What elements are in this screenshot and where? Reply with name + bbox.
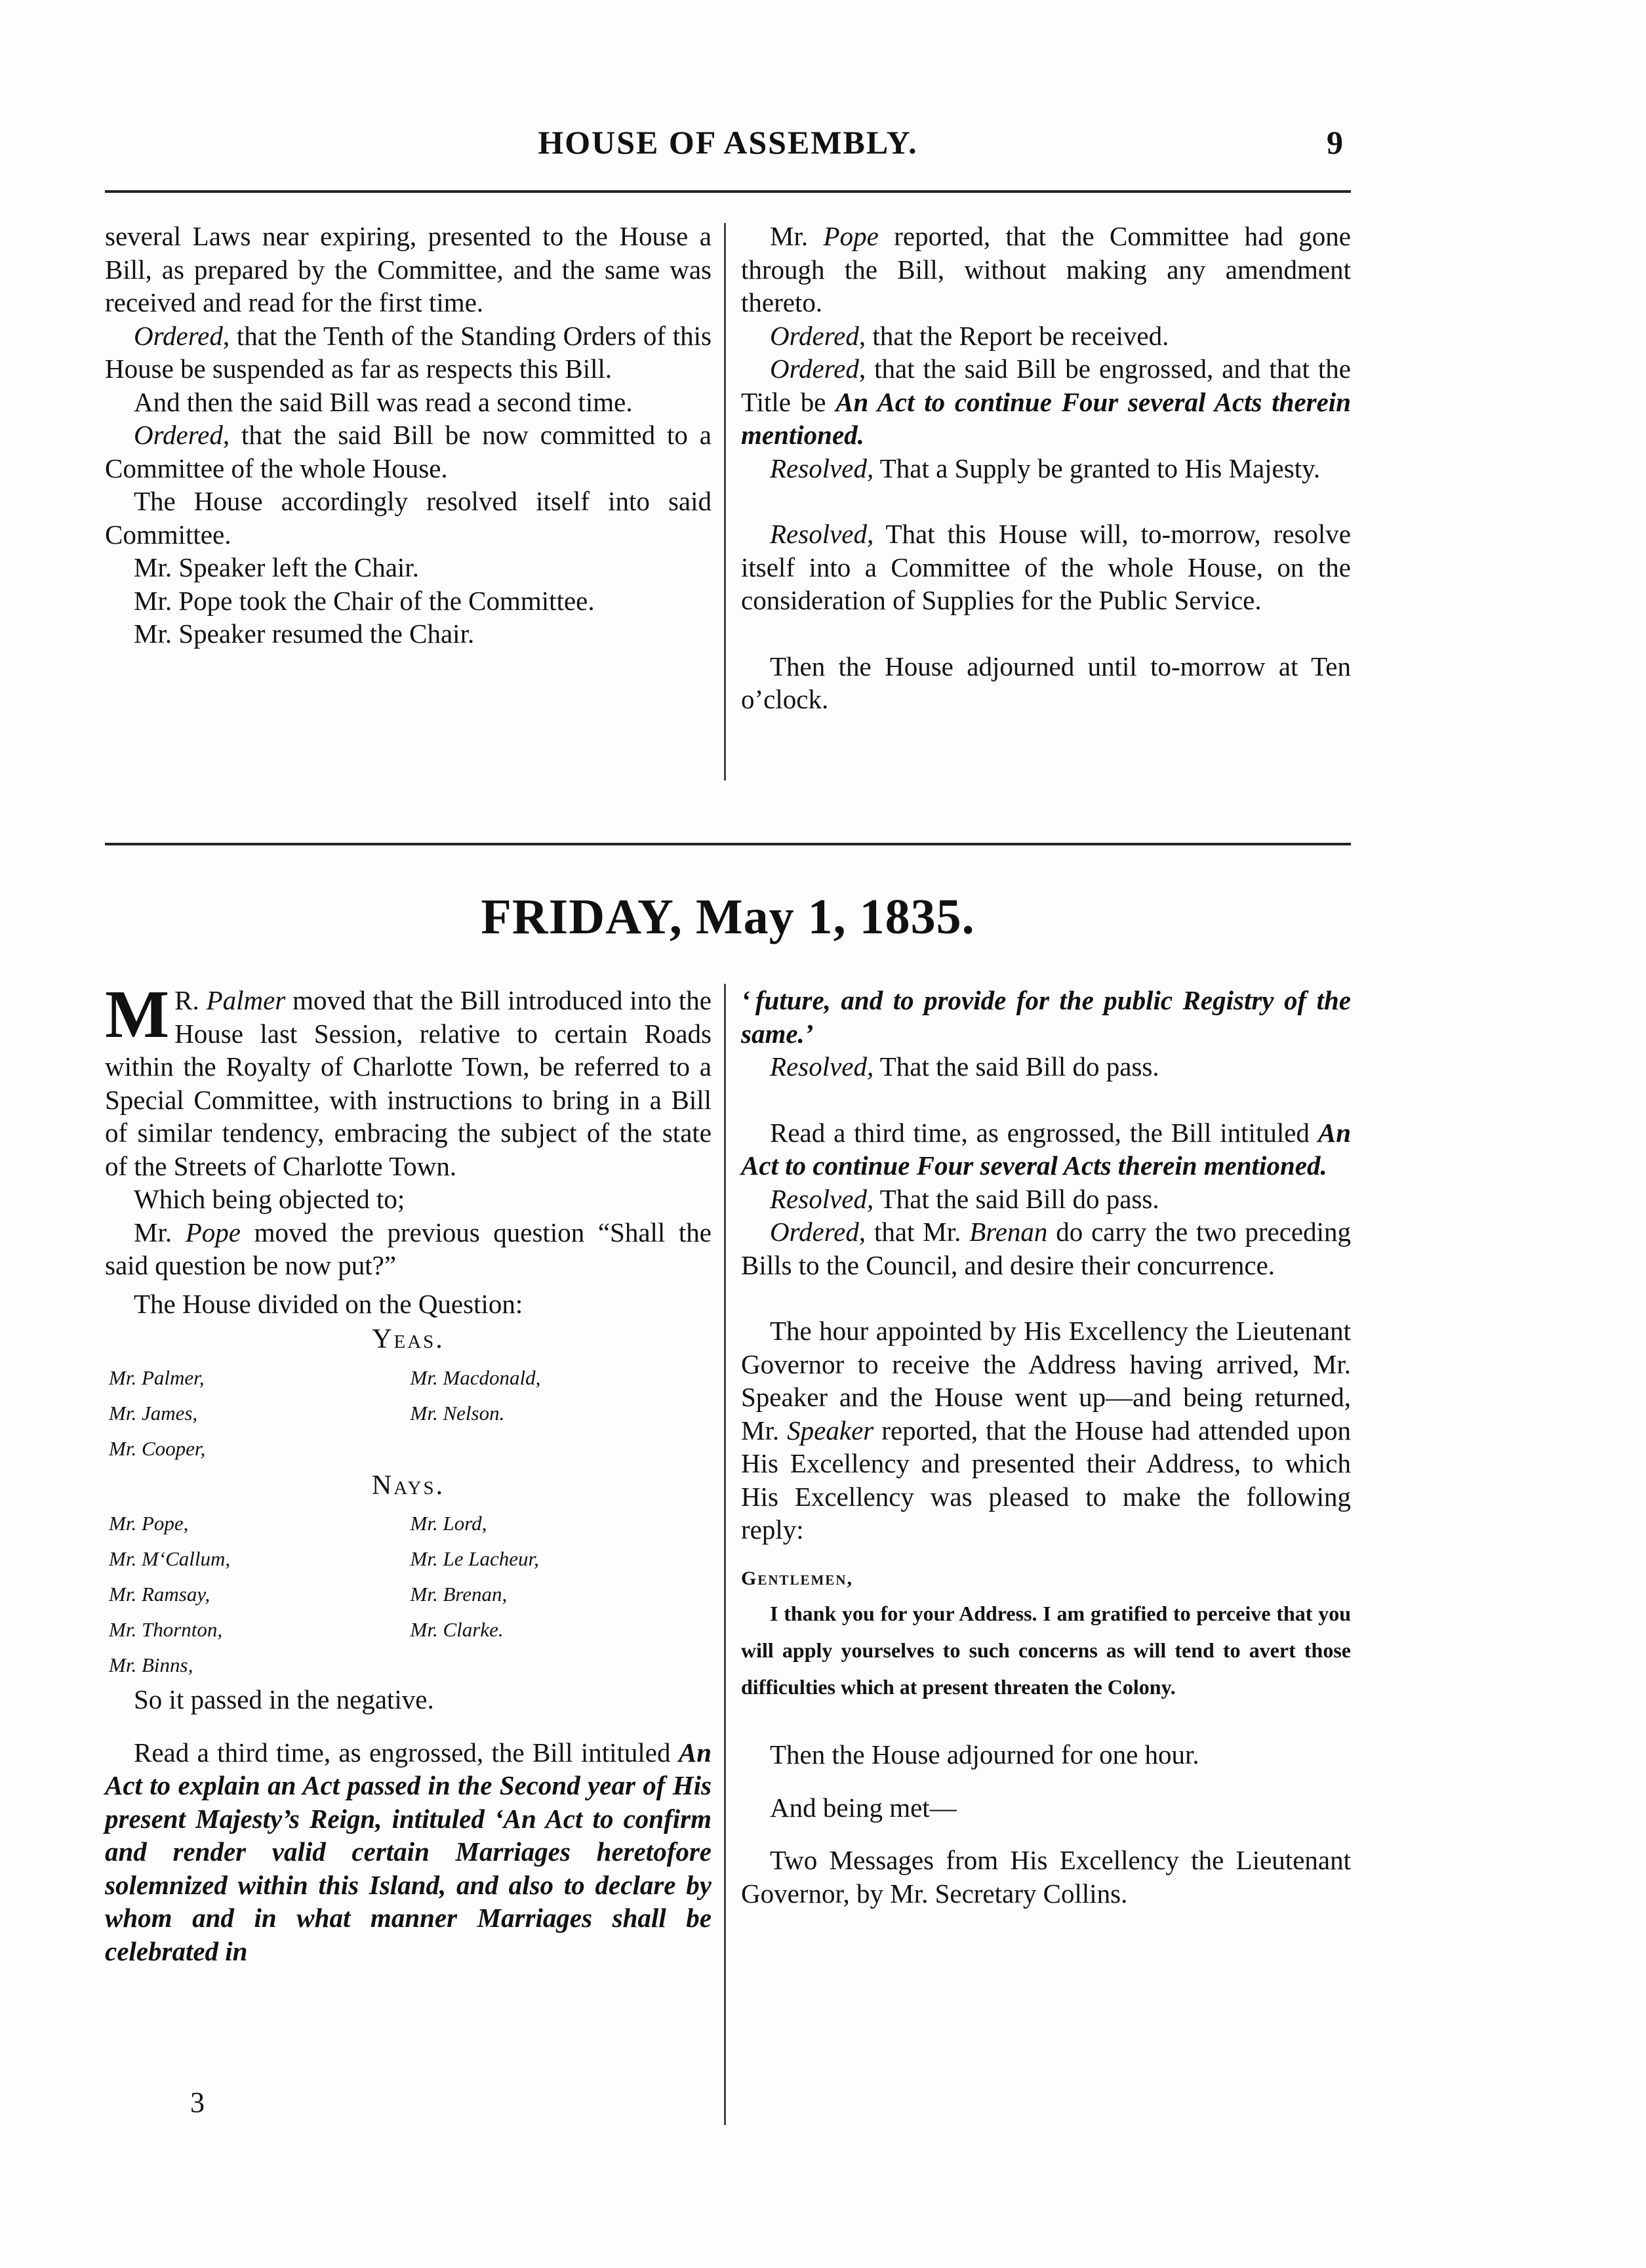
member-name: Mr. Lord,	[410, 1512, 487, 1535]
paragraph: Resolved, That the said Bill do pass.	[770, 1051, 1159, 1082]
paragraph: Mr. Pope took the Chair of the Committee.	[134, 585, 595, 616]
member-name: Mr. Brenan,	[410, 1583, 508, 1606]
nays-list	[105, 1506, 712, 1683]
paragraph: Read a third time, as engrossed, the Bill intituled An Act to explain an Act passed in the Second year of His present Majesty’s Reign, intituled ‘An Act to confirm and render valid certain Marriages heretofore solemnized within this Island, and also to declare by whom and in what manner Marriages shall be celebrated in	[105, 1737, 712, 1966]
page-number: 9	[1327, 124, 1343, 161]
member-name: Mr. M‘Callum,	[109, 1547, 231, 1570]
paragraph: So it passed in the negative.	[134, 1684, 434, 1714]
paragraph: Resolved, That the said Bill do pass.	[770, 1183, 1159, 1214]
paragraph: The hour appointed by His Excellency the Lieutenant Governor to receive the Address having arrived, Mr. Speaker and the House went up—and being returned, Mr. Speaker reported, that the House had attended upon His Excellency and presented their Address, to which His Excellency was pleased to make the following reply:	[741, 1316, 1351, 1545]
paragraph: Mr. Speaker resumed the Chair.	[134, 618, 475, 649]
paragraph: Ordered, that the said Bill be engrossed, and that the Title be An Act to continue Four several Acts therein mentioned.	[741, 354, 1351, 450]
yeas-heading: Yeas.	[372, 1324, 445, 1354]
paragraph: Which being objected to;	[134, 1184, 405, 1214]
header-rule	[105, 190, 1351, 193]
member-name: Mr. Clarke.	[410, 1618, 504, 1641]
reply-text: I thank you for your Address. I am gratified to perceive that you will apply yourselves to such concerns as will tend to avert those difficulties which at present threaten the Colony.	[741, 1602, 1351, 1699]
running-title: HOUSE OF ASSEMBLY.	[538, 124, 918, 161]
paragraph: Ordered, that Mr. Brenan do carry the two preceding Bills to the Council, and desire their concurrence.	[741, 1217, 1352, 1280]
paragraph: Then the House adjourned for one hour.	[770, 1739, 1199, 1770]
member-name: Mr. Pope,	[109, 1512, 189, 1535]
reply-salutation: Gentlemen,	[741, 1567, 854, 1589]
paragraph: The House divided on the Question:	[134, 1288, 523, 1319]
day-heading: FRIDAY, May 1, 1835.	[481, 889, 975, 944]
top-right-column	[741, 220, 1351, 716]
paragraph: Ordered, that the said Bill be now committed to a Committee of the whole House.	[105, 420, 712, 483]
member-name: Mr. Le Lacheur,	[410, 1547, 539, 1570]
yeas-list	[105, 1360, 712, 1467]
member-name: Mr. Ramsay,	[109, 1583, 211, 1606]
paragraph: And being met—	[770, 1792, 957, 1823]
paragraph: Ordered, that the Report be received.	[770, 320, 1169, 351]
member-name: Mr. Cooper,	[109, 1436, 206, 1460]
member-name: Mr. Macdonald,	[410, 1366, 541, 1389]
paragraph: ‘ future, and to provide for the public Registry of the same.’	[741, 984, 1351, 1050]
member-name: Mr. Binns,	[109, 1653, 193, 1676]
nays-heading: Nays.	[371, 1470, 445, 1501]
drop-cap: M	[105, 977, 170, 1052]
paragraph: M R. Palmer moved that the Bill introduced into the House last Session, relative to certain Roads within the Royalty of Charlotte Town, be referred to a Special Committee, with instructions to bring in a Bill of similar tendency, embracing the subject of the state of the Streets of Charlotte Town.	[105, 977, 712, 1181]
paragraph: Resolved, That a Supply be granted to His Majesty.	[770, 453, 1321, 483]
paragraph: Then the House adjourned until to-morrow at Ten o’clock.	[741, 651, 1351, 714]
signature-mark: 3	[190, 2086, 205, 2118]
paragraph: Read a third time, as engrossed, the Bill intituled An Act to continue Four several Acts therein mentioned.	[741, 1117, 1351, 1181]
bottom-right-column	[741, 984, 1351, 1910]
paragraph: And then the said Bill was read a second time.	[134, 386, 633, 417]
paragraph: The House accordingly resolved itself into said Committee.	[105, 486, 712, 550]
member-name: Mr. Nelson.	[410, 1401, 505, 1425]
member-name	[411, 1648, 712, 1683]
section-rule	[105, 843, 1351, 845]
bottom-left-column	[105, 977, 712, 1968]
top-left-column	[105, 220, 712, 651]
paragraph: Ordered, that the Tenth of the Standing Orders of this House be suspended as far as respects this Bill.	[105, 320, 712, 384]
member-name: Mr. Thornton,	[109, 1618, 223, 1641]
paragraph: Resolved, That this House will, to-morrow, resolve itself into a Committee of the whole House, on the consideration of Supplies for the Public Service.	[741, 519, 1351, 615]
column-divider	[724, 984, 726, 2125]
member-name	[411, 1431, 712, 1467]
paragraph: Mr. Speaker left the Chair.	[134, 552, 419, 582]
member-name: Mr. James,	[109, 1401, 198, 1425]
paragraph: Mr. Pope moved the previous question “Shall the said question be now put?”	[105, 1217, 712, 1280]
member-name: Mr. Palmer,	[109, 1366, 205, 1389]
column-divider	[724, 223, 726, 780]
paragraph: several Laws near expiring, presented to the House a Bill, as prepared by the Committee, and the same was received and read for the first time.	[105, 221, 712, 317]
paragraph: Mr. Pope reported, that the Committee had gone through the Bill, without making any amendment thereto.	[741, 221, 1351, 317]
running-header	[105, 123, 1351, 176]
paragraph: Two Messages from His Excellency the Lieutenant Governor, by Mr. Secretary Collins.	[741, 1845, 1351, 1909]
